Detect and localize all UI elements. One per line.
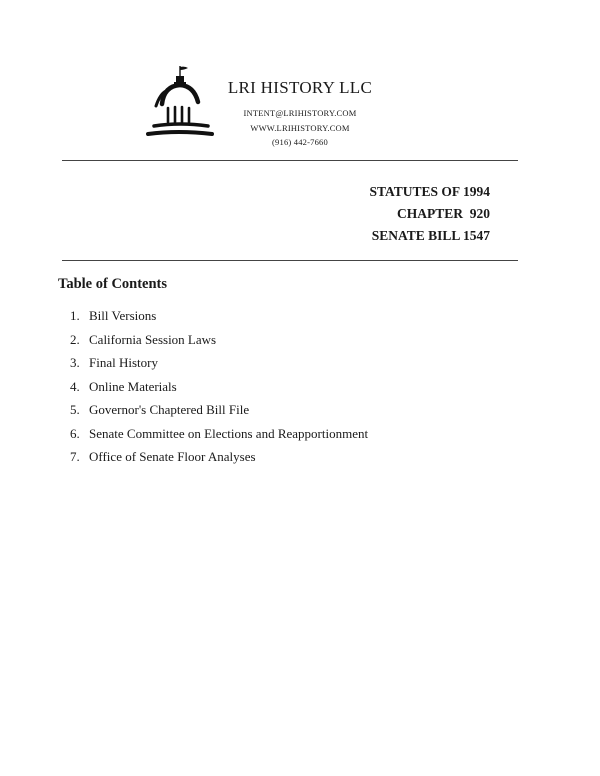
toc-item-number: 7. — [70, 449, 80, 464]
chapter-line: CHAPTER 920 — [396, 206, 490, 221]
capitol-dome-logo — [142, 64, 214, 140]
toc-item-number: 1. — [70, 308, 80, 323]
toc-item — [70, 355, 368, 379]
company-website: WWW.LRIHISTORY.COM — [250, 122, 350, 133]
toc-item-label: Bill Versions — [89, 308, 157, 323]
toc-item — [70, 426, 368, 450]
company-info — [220, 78, 380, 150]
company-name: LRI HISTORY LLC — [227, 78, 373, 97]
toc-item-label: California Session Laws — [89, 331, 217, 347]
toc-item-number: 3. — [70, 355, 80, 370]
toc-item-number: 4. — [70, 378, 80, 394]
bill-line: SENATE BILL 1547 — [371, 228, 490, 243]
toc-item-number: 2. — [70, 331, 80, 347]
toc-heading: Table of Contents — [58, 276, 168, 292]
company-email: INTENT@LRIHISTORY.COM — [243, 108, 357, 118]
toc-item — [70, 308, 368, 332]
company-phone: (916) 442-7660 — [272, 137, 328, 147]
toc-item-label: Senate Committee on Elections and Reapportionment — [89, 425, 369, 441]
statute-citation — [369, 181, 490, 247]
toc-item — [70, 332, 368, 356]
toc-list — [70, 308, 368, 473]
toc-item — [70, 449, 368, 473]
top-divider — [62, 160, 518, 161]
bottom-divider — [62, 260, 518, 261]
toc-item-label: Governor's Chaptered Bill File — [89, 402, 250, 417]
toc-item-label: Online Materials — [89, 378, 177, 394]
statutes-line: STATUTES OF 1994 — [369, 184, 490, 199]
toc-item — [70, 402, 368, 426]
toc-item — [70, 379, 368, 403]
toc-item-number: 5. — [70, 402, 80, 417]
toc-item-label: Office of Senate Floor Analyses — [89, 449, 256, 464]
toc-item-label: Final History — [89, 355, 158, 370]
toc-item-number: 6. — [70, 425, 80, 441]
